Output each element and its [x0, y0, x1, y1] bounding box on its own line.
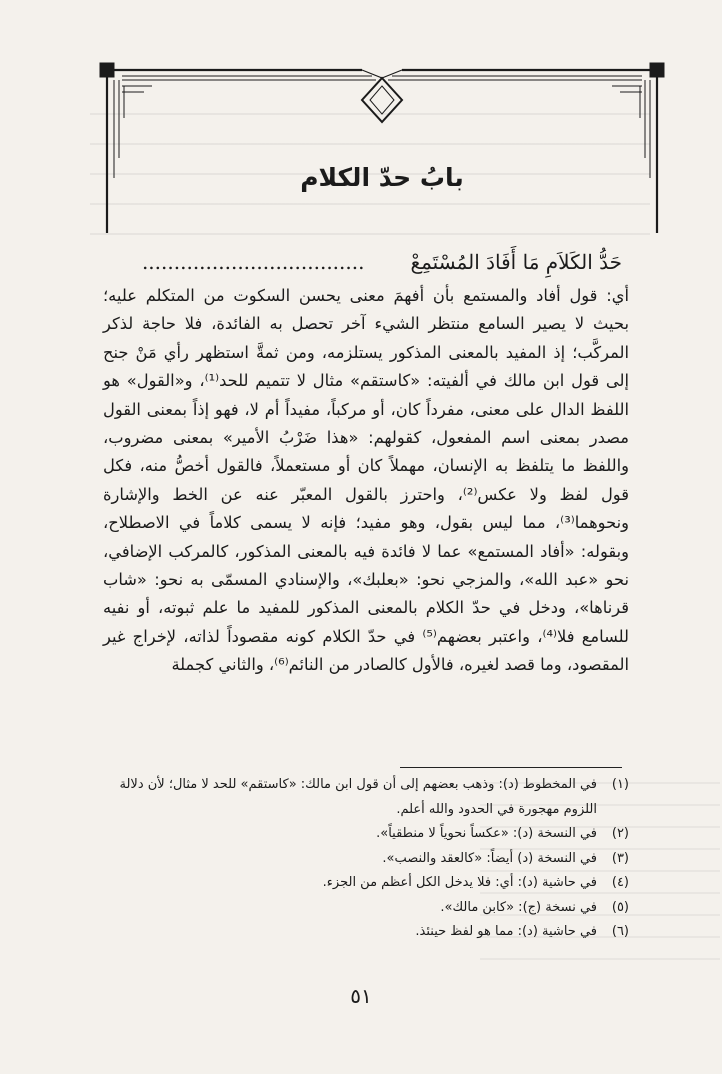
decorative-title-frame: [92, 58, 672, 258]
footnote: [103, 847, 629, 872]
footnote: [103, 773, 629, 822]
footnote: [103, 871, 629, 896]
chapter-title: بابُ حدّ الكلام: [300, 163, 464, 192]
body-paragraph: أي: قول أفاد والمستمع بأن أفهمَ معنى يحسن السكوت من المتكلم عليه؛ بحيث لا يصير السامع منتظر الشيء آخر تحصل به الفائدة، فلا حاجة لذكر المركَّب؛ إذ المفيد بالمعنى المذكور يستلزمه، ومن ثمةَّ استظهر رأي مَنْ جنح إلى قول ابن مالك في ألفيته: «كاستقم» مثال لا تتميم للحد⁽¹⁾، و«القول» هو اللفظ الدال على معنى، مفرداً كان، أو مركباً، مفيداً أم لا، فهو إذاً بمعنى القول مصدر بمعنى اسم المفعول، كقولهم: «هذا ضَرْبُ الأمير» بمعنى مضروب، واللفظ ما يتلفظ به الإنسان، مهملاً كان أو مستعملاً، فالقول أخصُّ منه، فكل قول لفظ ولا عكس⁽²⁾، واحترز بالقول المعبّر عنه عن الخط والإشارة ونحوهما⁽³⁾، مما ليس بقول، وهو مفيد؛ فإنه لا يسمى كلاماً في الاصطلاح، وبقوله: «أفاد المستمع» عما لا فائدة فيه بالمعنى المذكور، كالمركب الإضافي، نحو «عبد الله»، والمزجي نحو: «بعلبك»، والإسنادي المسمّى به نحو: «شاب قرناها»، ودخل في حدّ الكلام بالمعنى المذكور للمفيد ما علم ثبوته، أو نفيه للسامع فلا⁽⁴⁾، واعتبر بعضهم⁽⁵⁾ في حدّ الكلام كونه مقصوداً لذاته، لإخراج غير المقصود، وما قصد لغيره، فالأول كالصادر من النائم⁽⁶⁾، والثاني كجملة: [103, 286, 629, 675]
footnote-text: في حاشية (د): أي: فلا يدخل الكل أعظم من الجزء.: [322, 875, 597, 890]
verse-dots: ...................................: [141, 250, 365, 274]
footnote: [103, 822, 629, 847]
main-text: [103, 282, 629, 680]
footnote: [103, 896, 629, 921]
footnote-number: (١): [611, 777, 629, 792]
footnote-number: (٦): [611, 924, 629, 939]
footnote-number: (٥): [611, 899, 629, 915]
footnote-text: في المخطوط (د): وذهب بعضهم إلى أن قول ابن مالك: «كاستقم» للحد لا مثال؛ لأن دلالة اللزوم مهجورة في الحدود والله أعلم.: [119, 777, 597, 817]
footnote: [103, 920, 629, 945]
page-number: ٥١: [350, 984, 372, 1008]
footnote-number: (٤): [611, 875, 629, 890]
footnote-separator: [400, 767, 622, 768]
footnote-text: في نسخة (ج): «كابن مالك».: [440, 899, 597, 915]
footnote-text: في النسخة (د) أيضاً: «كالعقد والنصب».: [382, 850, 597, 866]
footnote-text: في حاشية (د): مما هو لفظ حينئذ.: [415, 924, 597, 939]
footnote-number: (٣): [611, 850, 629, 866]
footnote-number: (٢): [611, 826, 629, 841]
footnote-text: في النسخة (د): «عكساً نحوياً لا منطقياً».: [376, 826, 597, 841]
verse-text: حَدُّ الكَلاَمِ مَا أَفَادَ المُسْتَمِعْ: [410, 250, 622, 274]
footnotes: [103, 773, 629, 945]
verse-line: [122, 247, 622, 277]
